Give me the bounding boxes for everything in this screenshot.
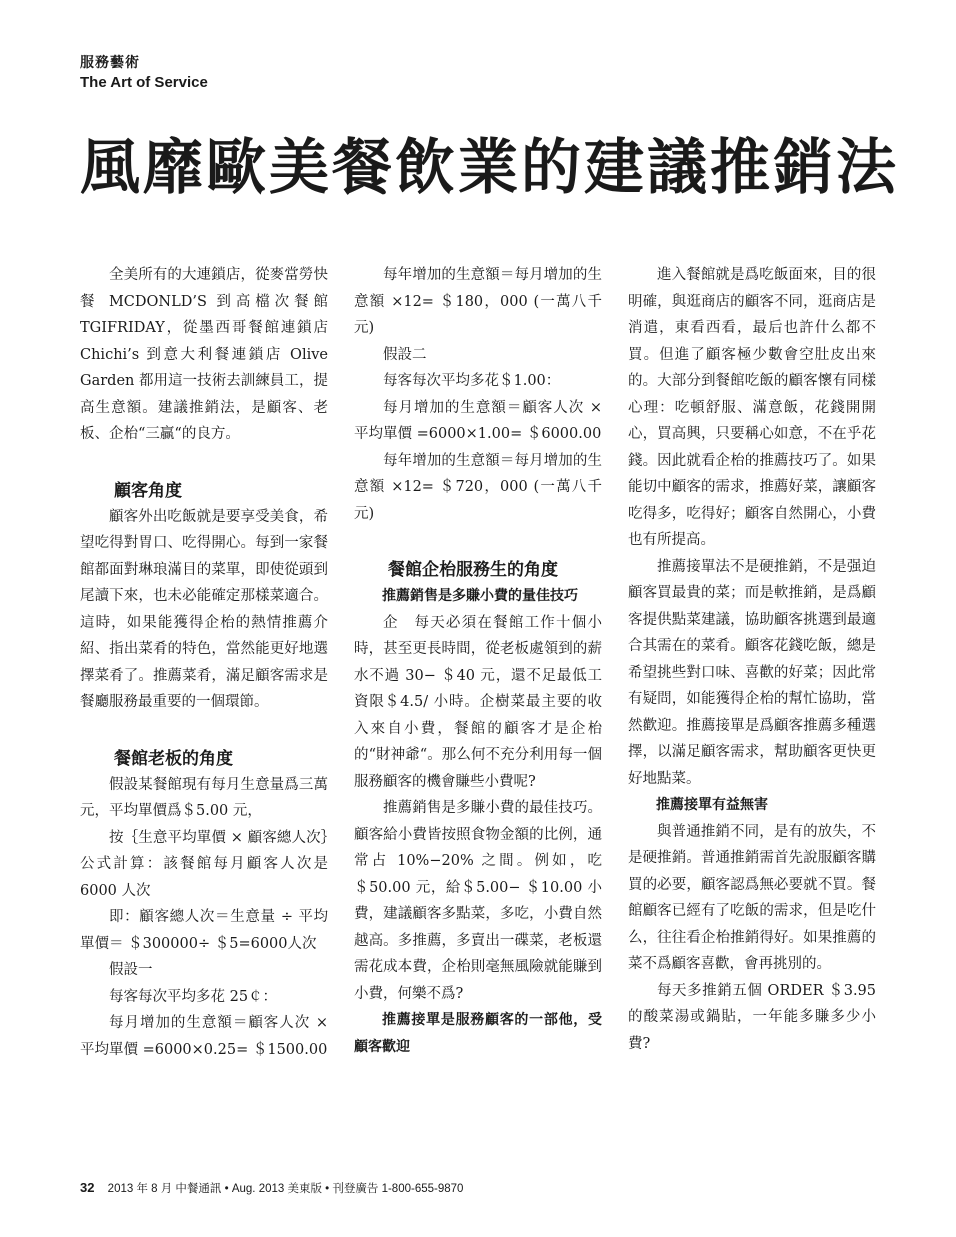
column-1 [80,262,328,1063]
paragraph: 假設二 [383,346,427,363]
paragraph: 企 每天必須在餐館工作十個小時，甚至更長時間，從老板處領到的薪水不過 30− ＄40 元，還不足最低工資限＄4.5/ 小時。企樹菜最主要的收入來自小費，餐館的顧客才是企枱的“財神爺“。那么何不充分利用每一個服務顧客的機會賺些小費呢? [354,614,602,790]
paragraph: 每年增加的生意額＝每月增加的生意額 ×12= ＄720，000 (一萬八千元) [354,452,602,522]
page-number: 32 [80,1180,95,1195]
paragraph: 推薦銷售是多賺小費的最佳技巧。顧客給小費皆按照食物金額的比例，通常占 10%−20% 之間。例如，吃＄50.00 元，給＄5.00− ＄10.00 小費，建議顧客多點菜，多吃，小費自然越高。多推薦，多賣出一碟菜，老板還需花成本費，企枱則毫無風險就能賺到小費，何樂不爲? [354,800,602,1002]
column-3 [628,262,876,1057]
paragraph: 每天多推銷五個 ORDER ＄3.95 的酸菜湯或鍋貼，一年能多賺多少小費? [628,982,876,1052]
subheading: 推薦銷售是多賺小費的量佳技巧 [382,588,578,604]
paragraph: 每客每次平均多花＄1.00： [383,373,561,389]
column-2 [354,262,602,1060]
footer-text: 2013 年 8 月 中餐通訊 • Aug. 2013 美東版 • 刊登廣告 1-800-655-9870 [107,1183,464,1195]
paragraph: 與普通推銷不同，是有的放失，不是硬推銷。普通推銷需首先說服顧客購買的必要，顧客認爲無必要就不買。餐館顧客已經有了吃飯的需求，但是吃什么，往往看企枱推銷得好。如果推薦的菜不爲顧客喜歡，會再挑別的。 [628,823,876,972]
paragraph: 每月增加的生意額＝顧客人次 × 平均單價 =6000×0.25= ＄1500.00 [80,1015,328,1058]
section-heading-customer: 顧客角度 [114,480,182,501]
section-heading-owner: 餐館老板的角度 [114,748,233,769]
paragraph: 每年增加的生意額＝每月增加的生意額 ×12= ＄180，000 (一萬八千元) [354,267,602,336]
paragraph: 進入餐館就是爲吃飯面來，目的很明確，與逛商店的顧客不同，逛商店是消遣，東看西看，最后也許什么都不買。但進了顧客極少數會空肚皮出來的。大部分到餐館吃飯的顧客懷有同樣心理：吃頓舒服、滿意飯，花錢開開心，買高興，只要稱心如意，不在乎花錢。因此就看企枱的推薦技巧了。如果能切中顧客的需求，推薦好菜，讓顧客吃得多，吃得好；顧客自然開心，小費也有所提高。 [628,267,876,548]
paragraph: 假設某餐館現有每月生意量爲三萬元，平均單價爲＄5.00 元， [80,776,328,819]
paragraph: 全美所有的大連鎖店，從麥當勞快餐 MCDONLD’S 到高檔次餐館 TGIFRIDAY，從墨西哥餐館連鎖店 Chichi’s 到意大利餐連鎖店 Olive Garden 都用這一技術去訓練員工，提高生意額。建議推銷法，是顧客、老板、企枱“三贏“的良方。 [80,267,328,442]
paragraph: 每客每次平均多花 25￠： [109,988,278,1005]
article-title: 風靡歐美餐飲業的建議推銷法 [80,133,899,203]
section-label-en: The Art of Service [80,74,208,91]
section-heading-waiter: 餐館企枱服務生的角度 [388,560,558,580]
subheading: 推薦接單有益無害 [656,797,768,813]
section-label-zh: 服務藝術 [80,55,140,71]
page-footer [80,1180,463,1196]
paragraph: 顧客外出吃飯就是要享受美食，希望吃得對胃口、吃得開心。每到一家餐館都面對琳琅滿目的菜單，即使從頭到尾讀下來，也未必能確定那樣菜適合。這時，如果能獲得企枱的熱情推薦介紹、指出菜肴的特色，當然能更好地選擇菜肴了。推薦菜肴，滿足顧客需求是餐廳服務最重要的一個環節。 [80,508,328,710]
subheading: 推薦接單是服務顧客的一部他，受顧客歡迎 [354,1012,602,1055]
paragraph: 即：顧客總人次＝生意量 ÷ 平均單價＝ ＄300000÷ ＄5=6000人次 [80,909,328,952]
paragraph: 按｛生意平均單價 × 顧客總人次｝公式計算：該餐館每月顧客人次是 6000 人次 [80,829,328,899]
paragraph: 推薦接單法不是硬推銷，不是强迫顧客買最貴的菜；而是軟推銷，是爲顧客提供點菜建議，協助顧客挑選到最適合其需在的菜肴。顧客花錢吃飯，總是希望挑些對口味、喜歡的好菜；因此常有疑問，如能獲得企枱的幫忙協助，當然歡迎。推薦接單是爲顧客推薦多種選擇，以滿足顧客需求，幫助顧客更快更好地點菜。 [628,558,876,787]
paragraph: 假設一 [109,962,153,978]
paragraph: 每月增加的生意額＝顧客人次 × 平均單價 =6000×1.00= ＄6000.00 [354,399,602,442]
